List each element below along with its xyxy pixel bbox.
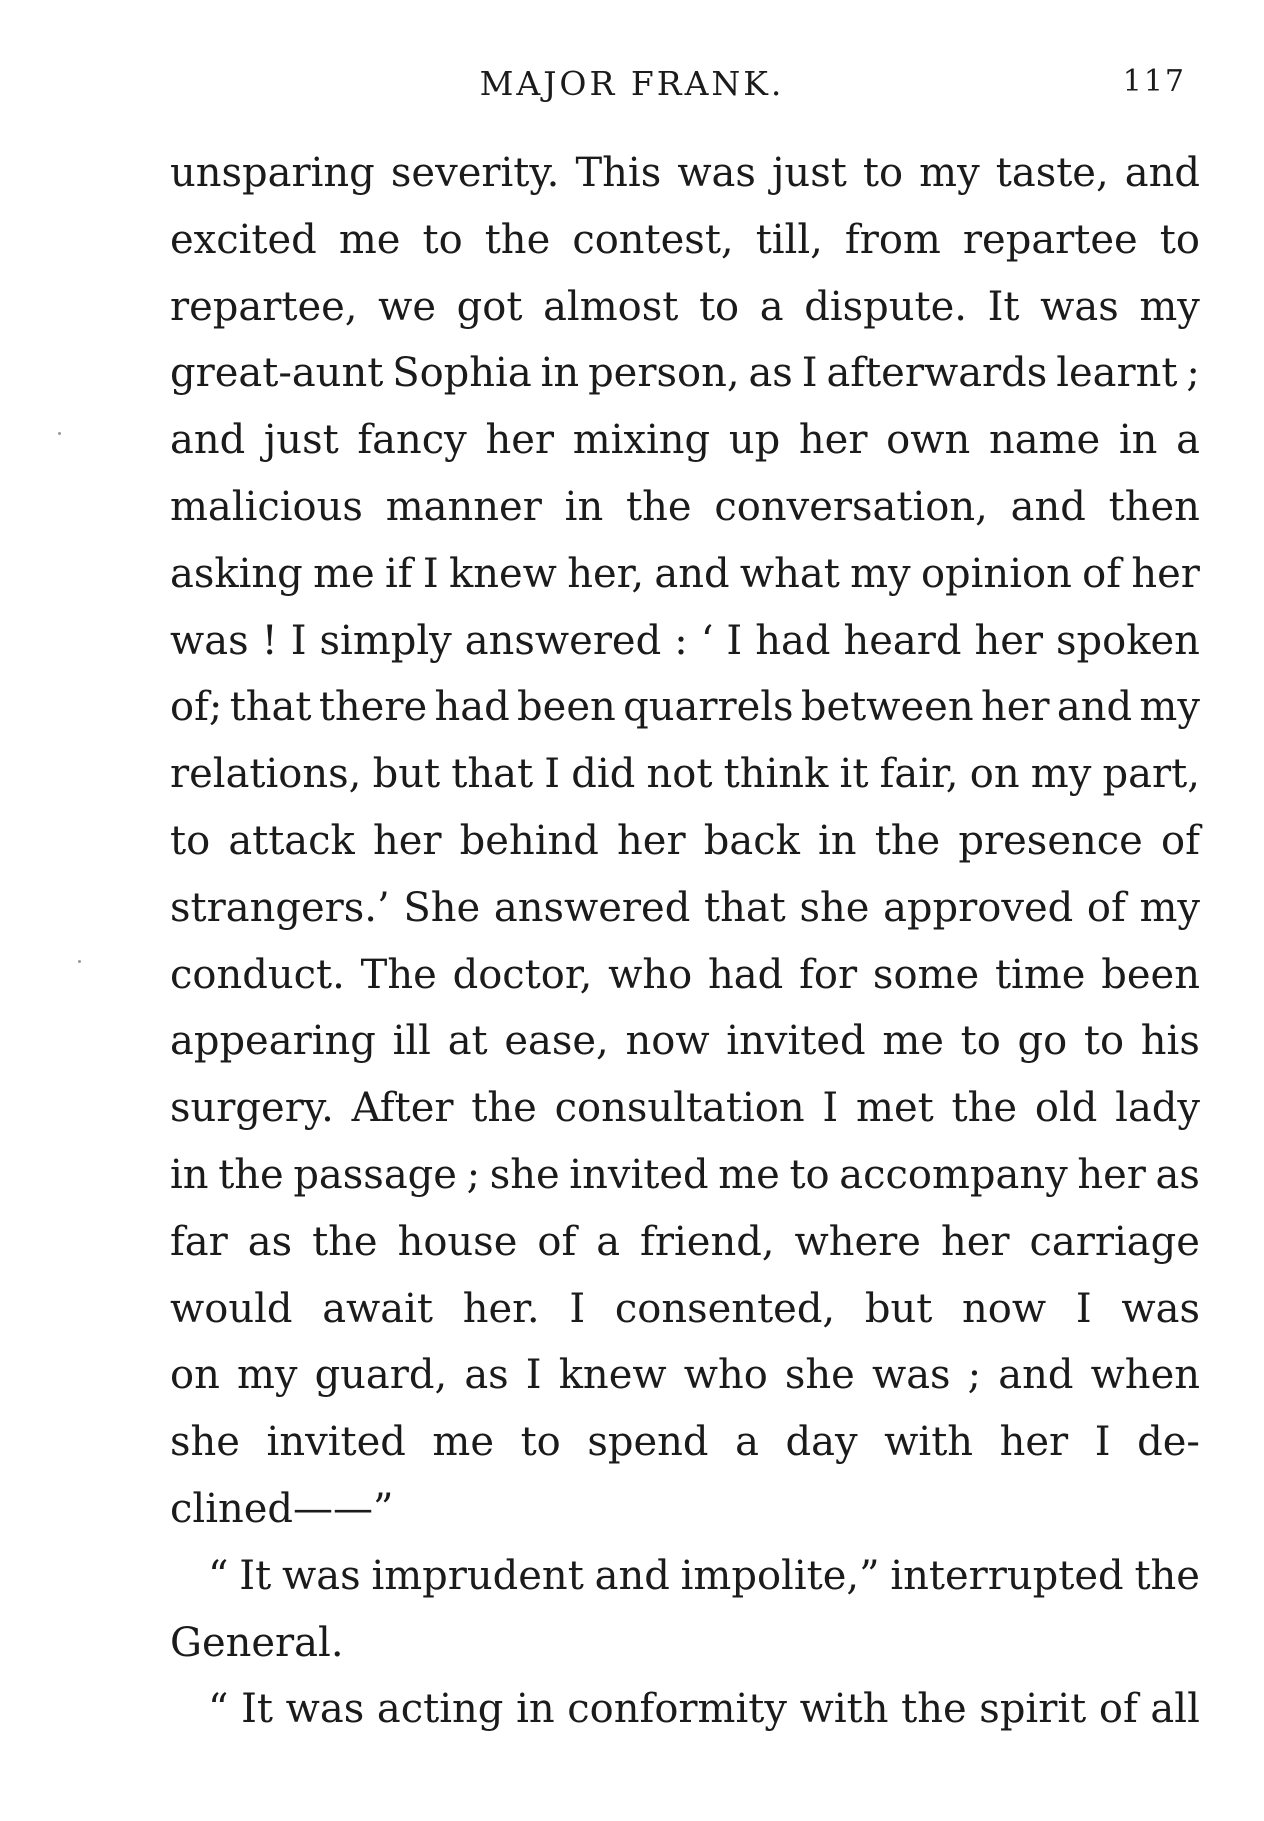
word: and: [1056, 684, 1133, 731]
word: The: [360, 951, 437, 998]
text-line: [170, 1543, 1200, 1610]
text-line: General.: [170, 1619, 344, 1666]
word: !: [261, 617, 278, 664]
word: just: [772, 150, 847, 196]
word: fancy: [357, 417, 467, 464]
word: not: [646, 751, 713, 798]
word: impolite,”: [680, 1552, 880, 1599]
word: in: [516, 1686, 555, 1733]
word: I: [544, 751, 561, 798]
word: as: [464, 1352, 509, 1399]
text-line: [170, 1342, 1200, 1409]
text-line: [170, 875, 1200, 942]
word: her: [999, 1419, 1069, 1466]
word: simply: [319, 617, 452, 664]
word: almost: [543, 283, 679, 330]
page-number: 117: [1122, 64, 1186, 99]
word: what: [739, 550, 840, 597]
word: we: [378, 283, 437, 330]
word: I: [801, 350, 818, 397]
word: invited: [726, 1018, 866, 1065]
word: who: [683, 1352, 768, 1399]
text-line: [170, 1209, 1200, 1276]
word: accompany: [839, 1151, 1068, 1198]
word: part,: [1102, 751, 1200, 798]
text-line: [170, 674, 1200, 741]
word: on: [969, 751, 1020, 798]
word: was: [170, 617, 249, 664]
word: imprudent: [371, 1552, 584, 1599]
word: to: [862, 150, 904, 196]
word: approved: [883, 884, 1074, 931]
word: time: [994, 951, 1086, 998]
word: friend,: [640, 1218, 775, 1265]
word: her,: [567, 550, 645, 597]
word: I: [1075, 1285, 1092, 1332]
word: far: [170, 1218, 228, 1265]
body-text: [170, 140, 1200, 1743]
word: my: [1139, 684, 1200, 731]
word: spirit: [979, 1686, 1087, 1733]
word: person,: [588, 350, 740, 397]
word: who: [608, 951, 693, 998]
word: all: [1150, 1686, 1200, 1733]
word: answered: [464, 617, 662, 664]
word: was: [677, 150, 756, 196]
word: in: [170, 1151, 209, 1198]
word: great-aunt: [170, 350, 384, 397]
word: got: [456, 283, 523, 330]
word: she: [784, 1352, 855, 1399]
text-line: [170, 541, 1200, 608]
word: go: [1017, 1018, 1068, 1065]
word: she: [489, 1151, 560, 1198]
word: her: [798, 417, 868, 464]
word: my: [850, 550, 911, 597]
word: in: [540, 350, 580, 397]
word: was: [871, 1352, 951, 1399]
word: de-: [1137, 1419, 1200, 1466]
word: and: [594, 1552, 670, 1599]
word: that: [704, 884, 786, 931]
word: consented,: [614, 1285, 836, 1332]
word: I: [1094, 1419, 1111, 1466]
word: had: [708, 951, 784, 998]
word: of;: [170, 684, 223, 731]
word: she: [799, 884, 870, 931]
word: me: [882, 1018, 944, 1065]
word: when: [1090, 1352, 1200, 1399]
word: me: [338, 216, 401, 263]
paper-speck: [78, 960, 81, 963]
word: of: [1086, 884, 1126, 931]
word: answered: [493, 884, 691, 931]
word: my: [1139, 884, 1200, 931]
text-line: [170, 1409, 1200, 1476]
word: After: [351, 1085, 454, 1132]
word: some: [872, 951, 980, 998]
word: It: [241, 1686, 273, 1733]
word: my: [236, 1352, 298, 1399]
word: her: [372, 817, 442, 864]
word: from: [844, 216, 941, 263]
word: was: [281, 1552, 361, 1599]
paper-speck: [58, 432, 61, 435]
word: had: [434, 684, 510, 731]
word: in: [1118, 417, 1158, 464]
word: to: [789, 1151, 830, 1198]
word: heard: [843, 617, 962, 664]
word: invited: [569, 1151, 709, 1198]
word: ;: [466, 1151, 481, 1198]
word: repartee,: [170, 283, 358, 330]
word: she: [170, 1419, 240, 1466]
word: her: [617, 817, 686, 864]
text-line: [170, 741, 1200, 808]
word: learnt: [1056, 350, 1178, 397]
word: till,: [755, 216, 823, 263]
word: asking: [170, 550, 303, 597]
word: severity.: [390, 150, 560, 196]
word: interrupted: [890, 1552, 1124, 1599]
word: surgery.: [170, 1085, 334, 1132]
word: me: [313, 550, 375, 597]
word: manner: [385, 483, 542, 530]
word: dispute.: [804, 283, 967, 330]
word: day: [785, 1419, 858, 1466]
word: contest,: [572, 216, 734, 263]
word: spend: [587, 1419, 709, 1466]
word: unsparing: [170, 150, 375, 196]
word: a: [759, 283, 784, 330]
word: old: [1034, 1085, 1098, 1132]
word: me: [432, 1419, 495, 1466]
word: attack: [228, 817, 355, 864]
word: knew: [449, 550, 557, 597]
word: me: [718, 1151, 780, 1198]
word: acting: [376, 1686, 504, 1733]
word: of: [1082, 550, 1122, 597]
word: her.: [462, 1285, 540, 1332]
word: her: [940, 1218, 1010, 1265]
word: at: [447, 1018, 488, 1065]
word: as: [748, 350, 793, 397]
word: my: [1030, 751, 1092, 798]
word: but: [864, 1285, 933, 1332]
word: her: [974, 617, 1044, 664]
text-line: [170, 1008, 1200, 1075]
word: lady: [1115, 1085, 1200, 1132]
word: knew: [558, 1352, 667, 1399]
word: invited: [266, 1419, 406, 1466]
word: name: [988, 417, 1101, 464]
word: This: [575, 150, 662, 196]
word: did: [571, 751, 636, 798]
word: She: [403, 884, 481, 931]
text-line: [170, 474, 1200, 541]
word: I: [525, 1352, 542, 1399]
word: her: [980, 684, 1050, 731]
word: quarrels: [623, 684, 794, 731]
word: her: [485, 417, 555, 464]
word: and: [1010, 483, 1086, 530]
word: his: [1140, 1018, 1200, 1065]
word: presence: [958, 817, 1143, 864]
word: I: [822, 1085, 839, 1132]
word: a: [735, 1419, 759, 1466]
word: :: [674, 617, 688, 664]
word: passage: [293, 1151, 457, 1198]
word: ;: [967, 1352, 982, 1399]
text-line: [170, 1075, 1200, 1142]
word: think: [723, 751, 829, 798]
word: to: [960, 1018, 1001, 1065]
word: as: [247, 1218, 293, 1265]
text-line: [170, 1142, 1200, 1209]
word: conduct.: [170, 951, 345, 998]
word: and: [998, 1352, 1074, 1399]
word: carriage: [1029, 1218, 1200, 1265]
word: await: [322, 1285, 434, 1332]
text-line: [170, 274, 1200, 341]
word: that: [451, 751, 534, 798]
word: of: [537, 1218, 577, 1265]
word: between: [800, 684, 974, 731]
word: the: [874, 817, 941, 864]
word: Sophia: [392, 350, 532, 397]
word: was: [285, 1686, 365, 1733]
word: to: [698, 283, 740, 330]
word: a: [1176, 417, 1200, 464]
word: “: [208, 1686, 229, 1733]
word: with: [884, 1419, 974, 1466]
word: It: [987, 283, 1020, 330]
word: I: [422, 550, 439, 597]
word: guard,: [314, 1352, 448, 1399]
word: repartee: [962, 216, 1138, 263]
word: with: [799, 1686, 889, 1733]
word: that: [229, 684, 312, 731]
word: of: [1160, 817, 1200, 864]
word: to: [170, 817, 211, 864]
word: for: [799, 951, 858, 998]
word: strangers.’: [170, 884, 390, 931]
word: own: [886, 417, 971, 464]
word: the: [471, 1085, 537, 1132]
word: ‘: [700, 617, 714, 664]
text-line: [170, 1676, 1200, 1743]
word: the: [1134, 1552, 1200, 1599]
word: where: [794, 1218, 921, 1265]
word: but: [372, 751, 441, 798]
text-line: [170, 942, 1200, 1009]
word: appearing: [170, 1018, 376, 1065]
word: to: [422, 216, 463, 263]
word: mixing: [572, 417, 711, 464]
text-line: [170, 340, 1200, 407]
word: would: [170, 1285, 293, 1332]
word: a: [596, 1218, 621, 1265]
word: to: [1159, 216, 1200, 263]
word: doctor,: [452, 951, 593, 998]
word: now: [625, 1018, 710, 1065]
text-line: [170, 608, 1200, 675]
word: to: [520, 1419, 561, 1466]
word: my: [919, 150, 980, 196]
word: the: [901, 1686, 967, 1733]
text-line: [170, 1276, 1200, 1343]
word: then: [1108, 483, 1200, 530]
text-line: [170, 140, 1200, 207]
word: now: [962, 1285, 1047, 1332]
word: ;: [1186, 350, 1200, 397]
word: the: [312, 1218, 378, 1265]
word: and: [170, 417, 246, 464]
word: spoken: [1056, 617, 1200, 664]
word: on: [170, 1352, 220, 1399]
word: her: [1131, 550, 1200, 597]
word: there: [318, 684, 428, 731]
word: consultation: [554, 1085, 805, 1132]
word: and: [654, 550, 730, 597]
text-line: [170, 407, 1200, 474]
word: afterwards: [826, 350, 1048, 397]
word: ease,: [504, 1018, 609, 1065]
word: excited: [170, 216, 317, 263]
word: met: [856, 1085, 934, 1132]
text-line: clined——”: [170, 1485, 394, 1532]
word: ill: [392, 1018, 431, 1065]
word: her: [1077, 1151, 1146, 1198]
word: was: [1121, 1285, 1200, 1332]
word: malicious: [170, 483, 363, 530]
word: if: [384, 550, 413, 597]
word: been: [1101, 951, 1200, 998]
word: opinion: [920, 550, 1072, 597]
word: been: [517, 684, 616, 731]
word: to: [1083, 1018, 1125, 1065]
word: conversation,: [714, 483, 988, 530]
word: the: [626, 483, 692, 530]
word: I: [726, 617, 743, 664]
word: the: [951, 1085, 1018, 1132]
word: was: [1040, 283, 1119, 330]
word: conformity: [567, 1686, 787, 1733]
word: had: [755, 617, 831, 664]
word: back: [703, 817, 800, 864]
word: the: [484, 216, 551, 263]
word: it: [839, 751, 869, 798]
word: of: [1098, 1686, 1138, 1733]
word: It: [239, 1552, 272, 1599]
word: taste,: [995, 150, 1109, 196]
word: just: [263, 417, 339, 464]
word: the: [218, 1151, 284, 1198]
word: “: [208, 1552, 229, 1599]
word: up: [728, 417, 781, 464]
text-line: [170, 207, 1200, 274]
word: and: [1124, 150, 1200, 196]
text-line: [170, 808, 1200, 875]
word: relations,: [170, 751, 362, 798]
word: I: [290, 617, 307, 664]
word: I: [569, 1285, 586, 1332]
word: behind: [459, 817, 599, 864]
word: in: [818, 817, 857, 864]
word: in: [564, 483, 604, 530]
word: as: [1155, 1151, 1200, 1198]
word: fair,: [879, 751, 959, 798]
word: house: [397, 1218, 518, 1265]
running-title: MAJOR FRANK.: [479, 64, 785, 103]
word: my: [1139, 283, 1200, 330]
